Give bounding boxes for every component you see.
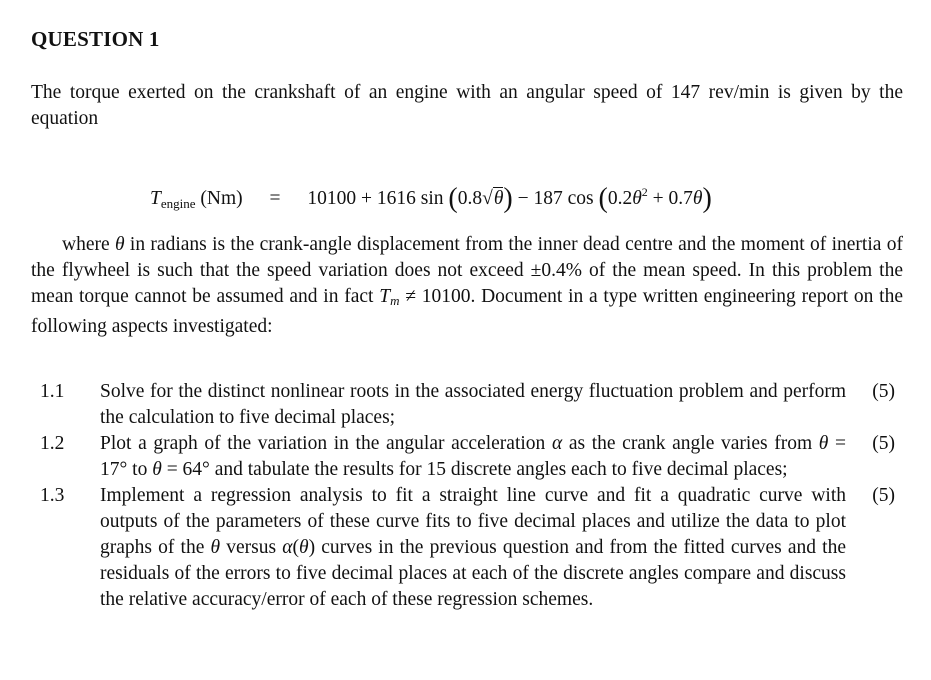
eq-cos-a: 0.2 — [607, 188, 633, 209]
eq-equals: = — [269, 188, 281, 209]
eq-sin-rparen: ) — [503, 183, 513, 214]
item-number: 1.2 — [40, 433, 65, 454]
description-paragraph — [31, 232, 903, 340]
list-item — [31, 483, 903, 613]
question-heading: QUESTION 1 — [31, 27, 160, 51]
item-marks: (5) — [872, 485, 895, 506]
list-item — [31, 379, 903, 431]
eq-cos-rparen: ) — [702, 183, 712, 214]
item-text: Solve for the distinct nonlinear roots in the associated energy fluctuation problem and perform the calculation to five decimal places; — [100, 381, 846, 428]
eq-sqrt-theta: θ — [493, 188, 504, 209]
item-marks: (5) — [872, 381, 895, 402]
eq-cos-lparen: ( — [598, 183, 608, 214]
para-part3: ≠ 10100. Document in a type written engineering report on the following aspects investigated: — [31, 286, 903, 337]
eq-cos-theta2: θ — [692, 188, 703, 209]
eq-sin-lparen: ( — [448, 183, 458, 214]
item-number: 1.1 — [40, 381, 65, 402]
eq-cos-exp: 2 — [641, 185, 648, 199]
intro-text: The torque exerted on the crankshaft of an engine with an angular speed of 147 rev/min is given by the equation — [31, 82, 903, 129]
para-part2: in radians is the crank-angle displacement from the inner dead centre and the moment of inertia of the flywheel is such that the speed variation does not exceed ±0.4% of the mean speed. In this problem the mean torque cannot be assumed and in fact — [31, 234, 904, 307]
eq-lhs-unit: (Nm) — [200, 188, 243, 209]
torque-equation — [150, 172, 850, 224]
eq-sin-coeff: 0.8 — [457, 188, 483, 209]
item-text: Plot a graph of the variation in the angular acceleration α as the crank angle varies from θ = 17° to θ = 64° and tabulate the results for 15 discrete angles each to five decimal places; — [100, 433, 847, 480]
para-tm-sub: m — [390, 293, 400, 308]
task-list — [31, 379, 903, 613]
eq-cos-theta1: θ — [632, 188, 642, 209]
eq-const-term: 10100 + 1616 sin — [307, 188, 444, 209]
item-marks: (5) — [872, 433, 895, 454]
list-item — [31, 431, 903, 483]
eq-cos-term: − 187 cos — [517, 188, 594, 209]
para-tm-symbol: T — [379, 286, 391, 307]
eq-cos-b: + 0.7 — [647, 188, 693, 209]
eq-lhs-subscript: engine — [160, 196, 196, 211]
item-number: 1.3 — [40, 485, 65, 506]
eq-lhs-symbol: T — [150, 188, 161, 209]
para-part1: where — [62, 234, 115, 255]
item-text: Implement a regression analysis to fit a straight line curve and fit a quadratic curve with outputs of the parameters of these curve fits to five decimal places and utilize the data to plot graphs of the θ versus α(θ) curves in the previous question and from the fitted curves and the residuals of the errors to five decimal places at each of the discrete angles compare and discuss the relative accuracy/error of each of these regression schemes. — [100, 485, 846, 610]
para-theta: θ — [114, 234, 125, 255]
eq-sqrt-sign: √ — [482, 188, 493, 209]
